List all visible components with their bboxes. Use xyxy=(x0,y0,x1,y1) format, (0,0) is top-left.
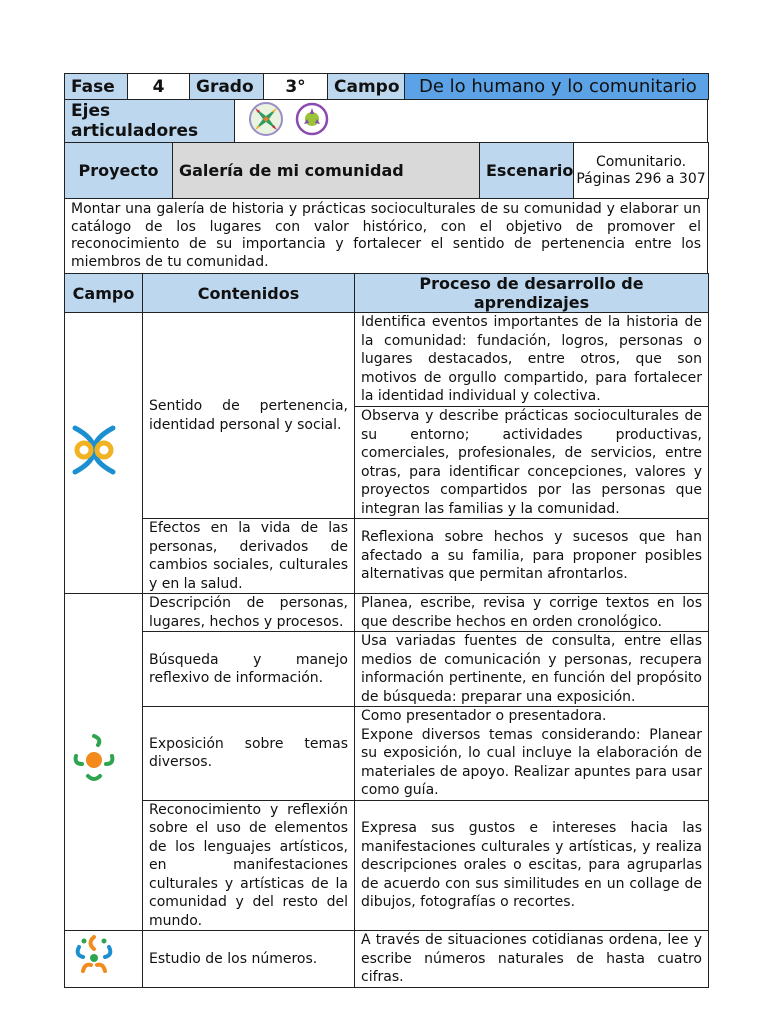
proyecto-table xyxy=(64,142,709,199)
contenido-cell: Reconocimiento y reflexión sobre el uso de elementos de los lenguajes artísticos, en manifestaciones culturales y artísticas de la comunidad y del resto del mundo. xyxy=(143,800,355,931)
escenario-value: Comunitario. Páginas 296 a 307 xyxy=(574,143,709,199)
contenido-cell: Sentido de pertenencia, identidad personal y social. xyxy=(143,313,355,519)
ejes-label: Ejes articuladores xyxy=(65,100,235,143)
contenido-cell: Descripción de personas, lugares, hechos y procesos. xyxy=(143,594,355,632)
proceso-cell: Observa y describe prácticas socioculturales de su entorno; actividades productivas, comerciales, profesionales, de servicios, entre otras, para identificar concepciones, valores y proyectos compartidos por las personas que integran las familias y la comunidad. xyxy=(355,407,709,519)
col-proceso: Proceso de desarrollo de aprendizajes xyxy=(355,274,709,313)
proyecto-value: Galería de mi comunidad xyxy=(173,143,480,199)
inclusion-icon xyxy=(249,102,283,141)
grado-value: 3° xyxy=(264,74,328,100)
campo-cell xyxy=(65,931,143,988)
grado-label: Grado xyxy=(190,74,264,100)
ejes-icons xyxy=(235,100,708,143)
content-table xyxy=(64,273,709,988)
table-row xyxy=(65,707,709,801)
table-row xyxy=(65,632,709,707)
proceso-cell: A través de situaciones cotidianas ordena, lee y escribe números naturales de hasta cuatro cifras. xyxy=(355,931,709,988)
proceso-cell: Planea, escribe, revisa y corrige textos en los que describe hechos en orden cronológico. xyxy=(355,594,709,632)
campo-label: Campo xyxy=(328,74,405,100)
objetivo-text: Montar una galería de historia y prácticas socioculturales de su comunidad y elaborar un catálogo de los lugares con valor histórico, con el objetivo de promover el reconocimiento de su importancia y fortalecer el sentido de pertenencia entre los miembros de tu comunidad. xyxy=(65,199,708,274)
contenido-cell: Exposición sobre temas diversos. xyxy=(143,707,355,801)
table-row xyxy=(65,931,709,988)
proceso-cell: Usa variadas fuentes de consulta, entre ellas medios de comunicación y personas, recupera información pertinente, en función del propósito de búsqueda: preparar una exposición. xyxy=(355,632,709,707)
col-contenidos: Contenidos xyxy=(143,274,355,313)
planning-document xyxy=(64,73,708,988)
fase-value: 4 xyxy=(128,74,190,100)
vida-saludable-icon xyxy=(295,102,329,141)
ejes-table xyxy=(64,99,708,143)
contenido-cell: Estudio de los números. xyxy=(143,931,355,988)
objetivo-table xyxy=(64,198,708,274)
de-lo-humano-y-lo-comunitario-icon xyxy=(71,424,117,482)
contenido-cell: Búsqueda y manejo reflexivo de información. xyxy=(143,632,355,707)
campo-cell xyxy=(65,313,143,594)
proyecto-label: Proyecto xyxy=(65,143,173,199)
header-table xyxy=(64,73,709,100)
campo-value: De lo humano y lo comunitario xyxy=(405,74,709,100)
proceso-cell: Reflexiona sobre hechos y sucesos que han afectado a su familia, para proponer posibles alternativas que permitan afrontarlos. xyxy=(355,519,709,594)
proceso-cell: Identifica eventos importantes de la historia de la comunidad: fundación, logros, personas o lugares destacados, entre otros, que son motivos de orgullo compartido, para fortalecer la identidad individual y colectiva. xyxy=(355,313,709,407)
lenguajes-icon xyxy=(71,732,117,792)
table-row xyxy=(65,800,709,931)
escenario-label: Escenario xyxy=(480,143,574,199)
table-row xyxy=(65,519,709,594)
proceso-cell: Como presentador o presentadora. Expone diversos temas considerando: Planear su exposición, lo cual incluye la elaboración de materiales de apoyo. Realizar apuntes para usar como guía. xyxy=(355,707,709,801)
contenido-cell: Efectos en la vida de las personas, derivados de cambios sociales, culturales y en la salud. xyxy=(143,519,355,594)
fase-label: Fase xyxy=(65,74,128,100)
table-row xyxy=(65,594,709,632)
table-row xyxy=(65,313,709,407)
proceso-cell: Expresa sus gustos e intereses hacia las manifestaciones culturales y artísticas, y realiza descripciones orales o escitas, para agruparlas de acuerdo con sus similitudes en un collage de dibujos, fotografías o recortes. xyxy=(355,800,709,931)
saberes-y-pensamiento-cientifico-icon xyxy=(71,933,117,985)
col-campo: Campo xyxy=(65,274,143,313)
campo-cell xyxy=(65,594,143,931)
